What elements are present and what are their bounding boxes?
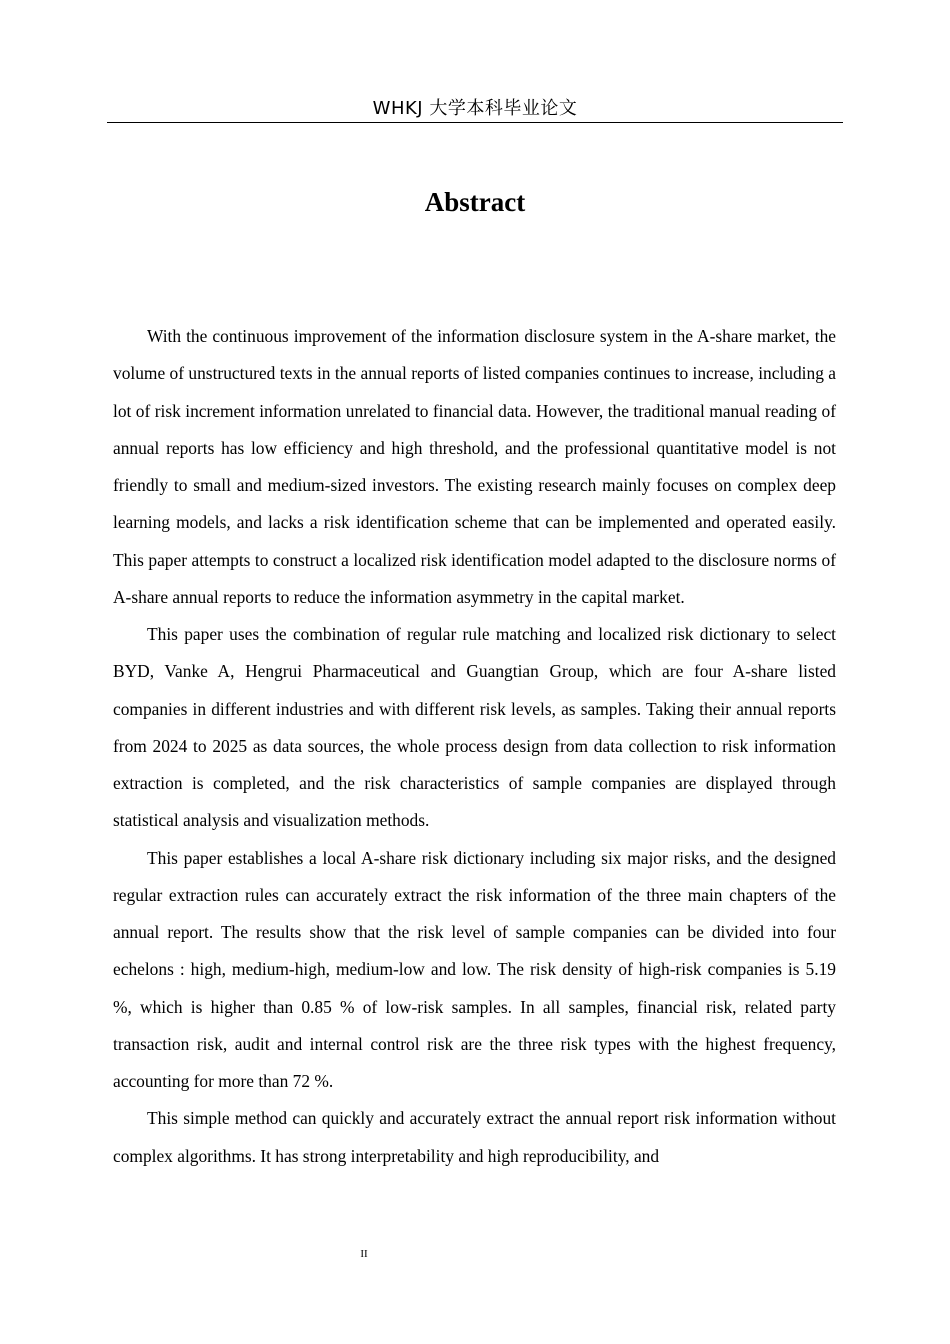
running-header: WHKJ 大学本科毕业论文	[372, 98, 578, 119]
paragraph-4: This simple method can quickly and accurately extract the annual report risk information without complex algorithms. It has strong interpretability and high reproducibility, and	[113, 1108, 836, 1166]
abstract-body	[113, 318, 836, 1175]
paragraph-1: With the continuous improvement of the information disclosure system in the A-share market, the volume of unstructured texts in the annual reports of listed companies continues to increase, including a lot of risk increment information unrelated to financial data. However, the traditional manual reading of annual reports has low efficiency and high threshold, and the professional quantitative model is not friendly to small and medium-sized investors. The existing research mainly focuses on complex deep learning models, and lacks a risk identification scheme that can be implemented and operated easily. This paper attempts to construct a localized risk identification model adapted to the disclosure norms of A-share annual reports to reduce the information asymmetry in the capital market.	[113, 326, 836, 607]
page-title: Abstract	[424, 187, 526, 217]
header-rule	[107, 122, 843, 123]
paragraph-3: This paper establishes a local A-share risk dictionary including six major risks, and the designed regular extraction rules can accurately extract the risk information of the three main chapters of the annual report. The results show that the risk level of sample companies can be divided into four echelons : high, medium-high, medium-low and low. The risk density of high-risk companies is 5.19 %, which is higher than 0.85 % of low-risk samples. In all samples, financial risk, related party transaction risk, audit and internal control risk are the three risk types with the highest frequency, accounting for more than 72 %.	[113, 847, 836, 1091]
paragraph-2: This paper uses the combination of regular rule matching and localized risk dictionary to select BYD, Vanke A, Hengrui Pharmaceutical and Guangtian Group, which are four A-share listed companies in different industries and with different risk levels, as samples. Taking their annual reports from 2024 to 2025 as data sources, the whole process design from data collection to risk information extraction is completed, and the risk characteristics of sample companies are displayed through statistical analysis and visualization methods.	[113, 624, 836, 831]
page-number: II	[360, 1248, 368, 1260]
